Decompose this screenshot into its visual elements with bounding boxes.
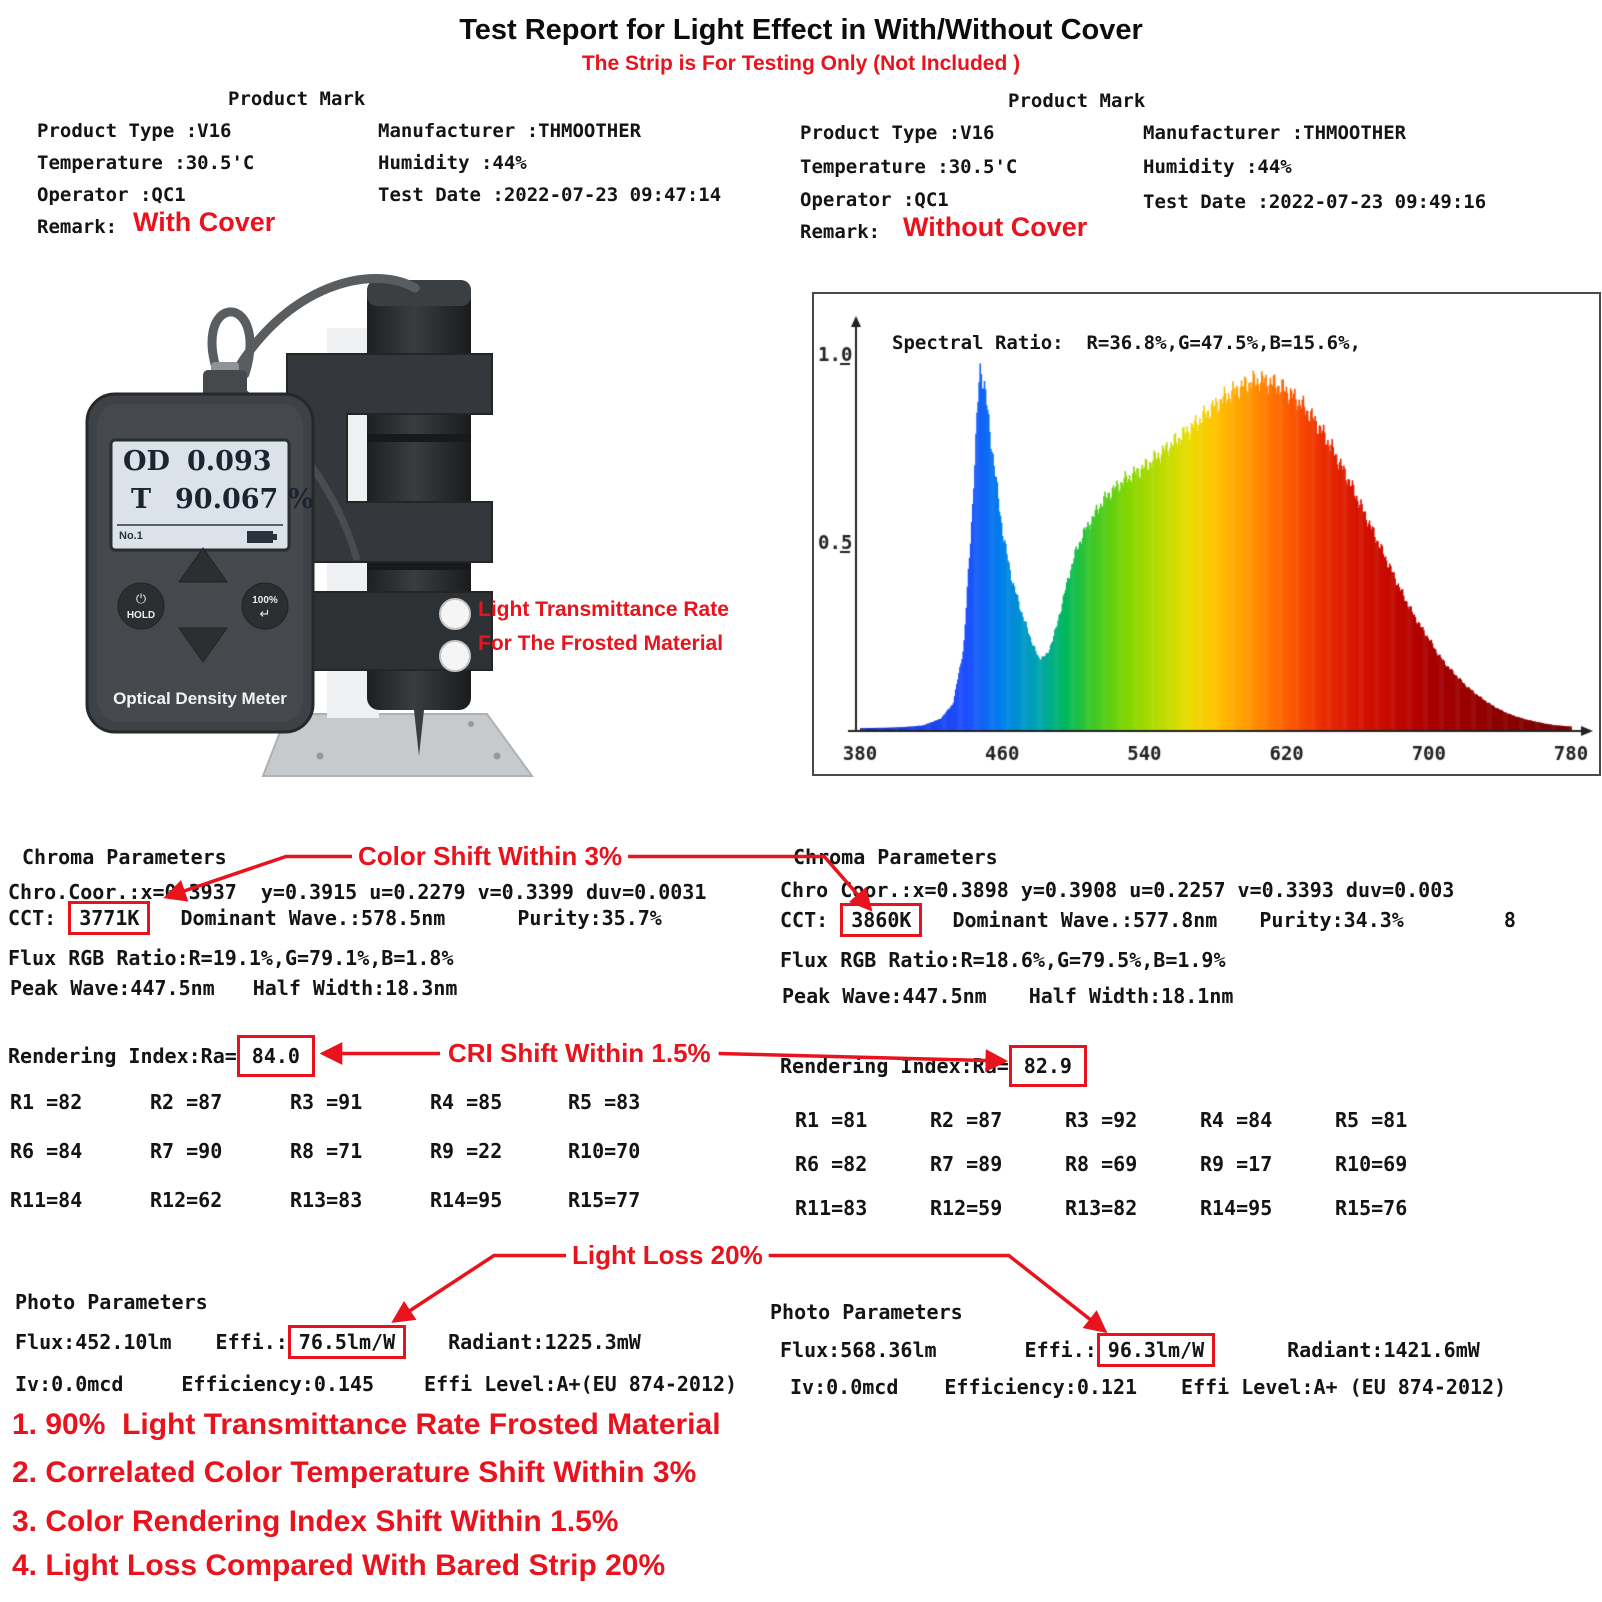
r3-left: R3 =91 [290,1090,363,1114]
product-type-left: Product Type :V16 [37,120,232,142]
photo-title-right: Photo Parameters [770,1300,963,1324]
conclusion-4: 4. Light Loss Compared With Bared Strip 20% [12,1549,666,1582]
light-loss-arrow-left [394,1256,566,1322]
temperature-left: Temperature :30.5'C [37,152,255,174]
remark-value-right: Without Cover [903,212,1088,242]
od-label: OD [123,446,170,477]
r8-right: R8 =69 [1065,1152,1138,1176]
photo-title-left: Photo Parameters [15,1290,208,1314]
power-icon: ⏻ [135,591,147,606]
r9-right: R9 =17 [1200,1152,1273,1176]
chroma-title-left: Chroma Parameters [22,845,227,869]
cct-label-right: CCT: [780,908,841,932]
remark-label-left: Remark: [37,216,118,238]
purity-left: Purity:35.7% [517,906,662,930]
iv-left: Iv:0.0mcd [15,1372,124,1396]
photo-row1-left [15,1330,641,1354]
r5-right: R5 =81 [1335,1108,1408,1132]
spectrum-canvas [814,294,1595,770]
cct-label-left: CCT: [8,906,69,930]
peak-wave-left: Peak Wave:447.5nm [10,976,215,1000]
transmittance-caption-line1: Light Transmittance Rate [478,598,729,621]
device-label: Optical Density Meter [113,689,287,708]
product-type-right: Product Type :V16 [800,122,995,144]
page-title: Test Report for Light Effect in With/Without Cover [459,14,1143,46]
flux-right: Flux:568.36lm [780,1338,937,1362]
t-value: 90.067 % [175,484,314,515]
chroma-coor-right: Chro Coor.:x=0.3898 y=0.3908 u=0.2257 v=0.3393 duv=0.003 [780,878,1455,902]
ra-value-left: 84.0 [237,1035,315,1077]
rendering-row-right [780,1050,1087,1082]
chroma-title-right: Chroma Parameters [793,845,998,869]
manufacturer-left: Manufacturer :THMOOTHER [378,120,642,142]
stray-8: 8 [1503,908,1516,932]
cct-row-right [780,908,1516,932]
r1-left: R1 =82 [10,1090,83,1114]
effi-label-left: Effi.: [215,1330,288,1354]
r1-right: R1 =81 [795,1108,868,1132]
annotation-light-loss: Light Loss 20% [572,1240,763,1270]
effi-value-left: 76.5lm/W [288,1325,406,1359]
r14-left: R14=95 [430,1188,503,1212]
photo-row2-right [790,1375,1506,1399]
r8-left: R8 =71 [290,1139,363,1163]
humidity-left: Humidity :44% [378,152,527,174]
test-date-right: Test Date :2022-07-23 09:49:16 [1143,191,1487,213]
effi-label-right: Effi.: [1024,1338,1097,1362]
photo-row2-left [15,1372,737,1396]
r2-left: R2 =87 [150,1090,223,1114]
r3-right: R3 =92 [1065,1108,1138,1132]
power-hold-button [118,583,164,629]
device-photo [35,262,535,790]
r7-right: R7 =89 [930,1152,1003,1176]
r13-left: R13=83 [290,1188,363,1212]
ra-label-right: Rendering Index:Ra= [780,1054,1009,1078]
remark-value-left: With Cover [133,207,276,237]
transmittance-caption-line2: For The Frosted Material [478,632,724,655]
thumb-screw-bottom [440,641,470,671]
remark-label-right: Remark: [800,221,881,243]
cri-table-left [10,1090,708,1212]
r10-left: R10=70 [568,1139,641,1163]
manufacturer-right: Manufacturer :THMOOTHER [1143,122,1407,144]
flux-ratio-left: Flux RGB Ratio:R=19.1%,G=79.1%,B=1.8% [8,946,454,970]
screen-index-label: No.1 [119,530,143,542]
half-width-right: Half Width:18.1nm [1028,984,1234,1008]
cct-value-left: 3771K [68,901,150,935]
cct-value-right: 3860K [840,903,922,937]
ra-value-right: 82.9 [1009,1045,1087,1087]
r11-left: R11=84 [10,1188,83,1212]
radiant-right: Radiant:1421.6mW [1287,1338,1480,1362]
r15-right: R15=76 [1335,1196,1408,1220]
r15-left: R15=77 [568,1188,641,1212]
effi-level-left: Effi Level:A+(EU 874-2012) [424,1372,738,1396]
flux-left: Flux:452.10lm [15,1330,172,1354]
iv-right: Iv:0.0mcd [790,1375,899,1399]
ra-label-left: Rendering Index:Ra= [8,1044,237,1068]
page-subtitle: The Strip is For Testing Only (Not Included ) [581,52,1021,75]
conclusion-1: 1. 90% Light Transmittance Rate Frosted Material [12,1408,721,1441]
conclusion-2: 2. Correlated Color Temperature Shift Within 3% [12,1456,697,1489]
half-width-left: Half Width:18.3nm [252,976,458,1000]
r9-left: R9 =22 [430,1139,503,1163]
r5-left: R5 =83 [568,1090,641,1114]
hold-button-label: HOLD [126,610,156,621]
humidity-right: Humidity :44% [1143,156,1292,178]
rendering-row-left [8,1040,315,1072]
radiant-left: Radiant:1225.3mW [448,1330,641,1354]
operator-left: Operator :QC1 [37,184,186,206]
thumb-screw-top [440,599,470,629]
purity-right: Purity:34.3% [1259,908,1404,932]
battery-icon [247,531,273,543]
r7-left: R7 =90 [150,1139,223,1163]
r12-right: R12=59 [930,1196,1003,1220]
effi-value-right: 96.3lm/W [1097,1333,1215,1367]
flux-ratio-right: Flux RGB Ratio:R=18.6%,G=79.5%,B=1.9% [780,948,1226,972]
annotation-color-shift: Color Shift Within 3% [358,841,623,871]
effi-level-right: Effi Level:A+ (EU 874-2012) [1181,1375,1507,1399]
operator-right: Operator :QC1 [800,189,949,211]
efficiency-left: Efficiency:0.145 [181,1372,375,1396]
optical-density-meter-illustration [35,262,535,790]
photo-row1-right [780,1338,1480,1362]
enter-icon: ↵ [259,606,271,621]
dominant-wave-right: Dominant Wave.:577.8nm [952,908,1218,932]
chroma-coor-left: Chro.Coor.:x=0.3937 y=0.3915 u=0.2279 v=0.3399 duv=0.0031 [8,880,707,904]
product-mark-title-right: Product Mark [1008,90,1146,112]
r11-right: R11=83 [795,1196,868,1220]
temperature-right: Temperature :30.5'C [800,156,1018,178]
r4-right: R4 =84 [1200,1108,1273,1132]
percent-button-label: 100% [252,595,278,606]
r2-right: R2 =87 [930,1108,1003,1132]
spectrum-chart [812,292,1601,776]
test-date-left: Test Date :2022-07-23 09:47:14 [378,184,722,206]
efficiency-right: Efficiency:0.121 [944,1375,1138,1399]
annotation-cri-shift: CRI Shift Within 1.5% [448,1038,711,1068]
r13-right: R13=82 [1065,1196,1138,1220]
r6-left: R6 =84 [10,1139,83,1163]
dominant-wave-left: Dominant Wave.:578.5nm [180,906,446,930]
cct-row-left [8,906,662,930]
r14-right: R14=95 [1200,1196,1273,1220]
r10-right: R10=69 [1335,1152,1408,1176]
peak-wave-right: Peak Wave:447.5nm [782,984,987,1008]
r12-left: R12=62 [150,1188,223,1212]
od-value: 0.093 [187,446,272,477]
cri-table-right [795,1108,1470,1220]
r4-left: R4 =85 [430,1090,503,1114]
conclusion-3: 3. Color Rendering Index Shift Within 1.5% [12,1505,619,1538]
t-label: T [131,484,152,515]
product-mark-title-left: Product Mark [228,88,366,110]
spectral-ratio-label: Spectral Ratio: R=36.8%,G=47.5%,B=15.6%, [892,332,1361,354]
r6-right: R6 =82 [795,1152,868,1176]
